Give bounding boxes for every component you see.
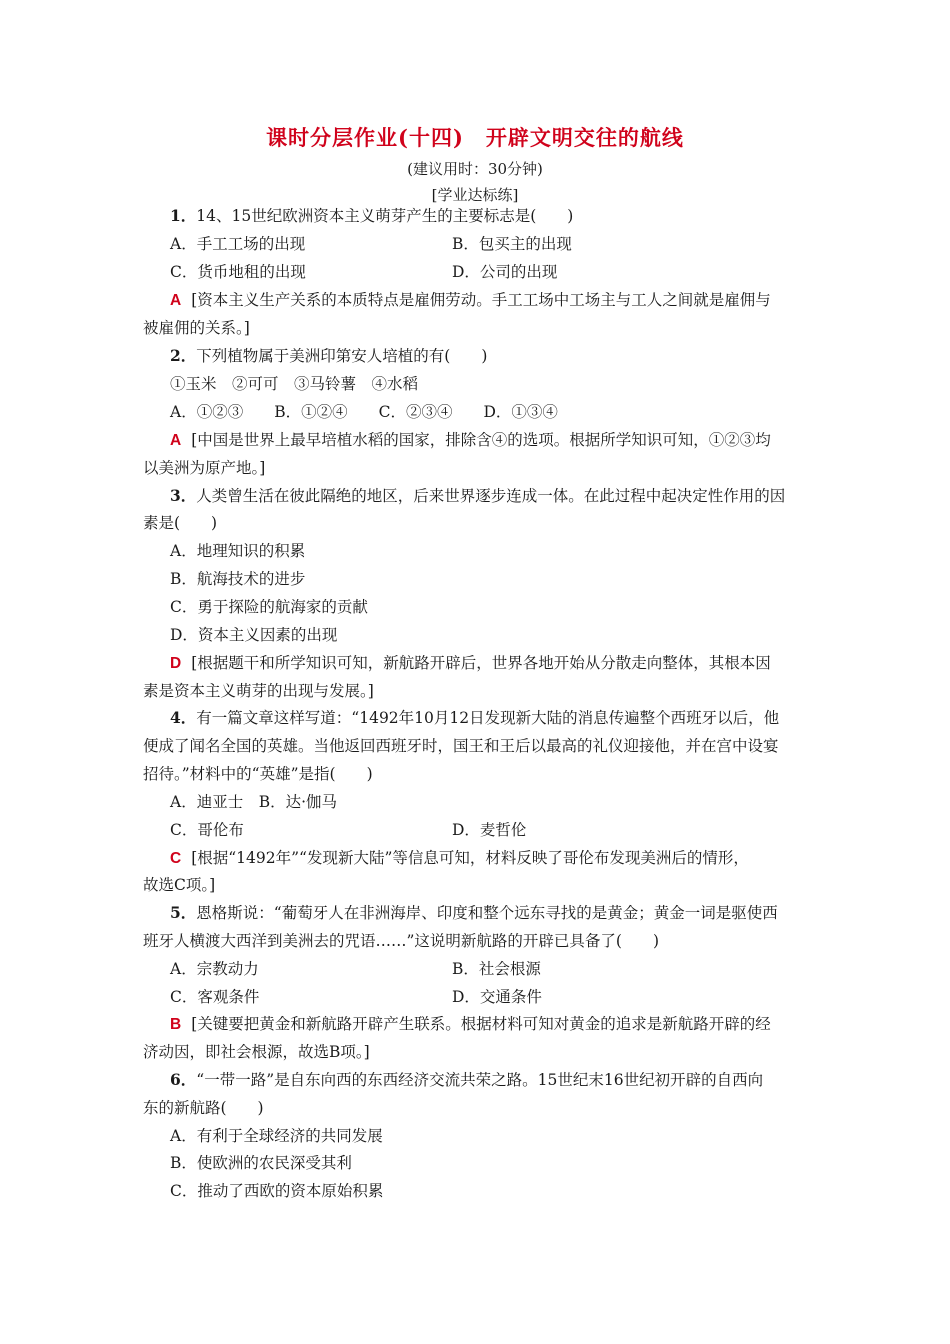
explanation-text: [中国是世界上最早培植水稻的国家，排除含④的选项。根据所学知识可知，①②③均 <box>191 431 771 449</box>
page-title: 课时分层作业(十四) 开辟文明交往的航线 <box>266 125 684 150</box>
question-text: 东的新航路( ) <box>143 1099 264 1117</box>
question-1-stem <box>170 206 573 226</box>
option-row: A．迪亚士 B．达·伽马 <box>170 793 338 811</box>
section-heading: [学业达标练] <box>431 186 519 204</box>
explanation-text: [关键要把黄金和新航路开辟产生联系。根据材料可知对黄金的追求是新航路开辟的经 <box>191 1015 771 1033</box>
question-text: 素是( ) <box>143 514 218 532</box>
explanation-text: 素是资本主义萌芽的出现与发展。] <box>143 682 374 700</box>
question-items: ①玉米 ②可可 ③马铃薯 ④水稻 <box>170 375 419 393</box>
answer-letter: C <box>170 850 182 867</box>
option: D．资本主义因素的出现 <box>170 626 338 644</box>
option: A．手工工场的出现 <box>170 235 306 253</box>
option: D．交通条件 <box>452 988 542 1006</box>
suggested-time: (建议用时：30分钟) <box>407 160 543 178</box>
question-text: 14、15世纪欧洲资本主义萌芽产生的主要标志是( ) <box>196 207 574 225</box>
question-number: 4． <box>170 708 197 727</box>
question-number: 2． <box>170 346 197 365</box>
question-text: 班牙人横渡大西洋到美洲去的咒语……”这说明新航路的开辟已具备了( ) <box>143 932 660 950</box>
answer-explanation <box>170 848 749 869</box>
question-text: 人类曾生活在彼此隔绝的地区，后来世界逐步连成一体。在此过程中起决定性作用的因 <box>196 487 786 505</box>
question-text: 招待。”材料中的“英雄”是指( ) <box>143 765 373 783</box>
question-2-stem <box>170 346 487 366</box>
explanation-text: [根据“1492年”“发现新大陆”等信息可知，材料反映了哥伦布发现美洲后的情形， <box>191 849 749 867</box>
answer-letter: A <box>170 292 182 309</box>
question-5-stem <box>170 903 778 923</box>
answer-explanation <box>170 1014 771 1035</box>
question-number: 5． <box>170 903 197 922</box>
question-text: 恩格斯说：“葡萄牙人在非洲海岸、印度和整个远东寻找的是黄金；黄金一词是驱使西 <box>196 904 778 922</box>
question-text: “一带一路”是自东向西的东西经济交流共荣之路。15世纪末16世纪初开辟的自西向 <box>196 1071 764 1089</box>
question-text: 有一篇文章这样写道：“1492年10月12日发现新大陆的消息传遍整个西班牙以后，他 <box>196 709 780 727</box>
explanation-text: 被雇佣的关系。] <box>143 319 250 337</box>
question-number: 6． <box>170 1070 197 1089</box>
explanation-text: [根据题干和所学知识可知，新航路开辟后，世界各地开始从分散走向整体，其根本因 <box>191 654 771 672</box>
answer-letter: B <box>170 1016 182 1033</box>
question-text: 便成了闻名全国的英雄。当他返回西班牙时，国王和王后以最高的礼仪迎接他，并在宫中设宴 <box>143 737 779 755</box>
explanation-text: 济动因，即社会根源，故选B项。] <box>143 1043 370 1061</box>
question-number: 1． <box>170 206 197 225</box>
question-number: 3． <box>170 486 197 505</box>
option: B．航海技术的进步 <box>170 570 306 588</box>
option: A．宗教动力 <box>170 960 259 978</box>
question-4-stem <box>170 708 779 728</box>
question-6-stem <box>170 1070 763 1090</box>
option: D．麦哲伦 <box>452 821 527 839</box>
option: A．有利于全球经济的共同发展 <box>170 1127 383 1145</box>
option: B．使欧洲的农民深受其利 <box>170 1154 352 1172</box>
option: C．勇于探险的航海家的贡献 <box>170 598 368 616</box>
option: B．包买主的出现 <box>452 235 572 253</box>
question-3-stem <box>170 486 785 506</box>
answer-explanation <box>170 430 771 451</box>
option: B．社会根源 <box>452 960 541 978</box>
option-row: A．①②③ B．①②④ C．②③④ D．①③④ <box>170 403 558 421</box>
question-text: 下列植物属于美洲印第安人培植的有( ) <box>196 347 488 365</box>
option: D．公司的出现 <box>452 263 558 281</box>
explanation-text: 故选C项。] <box>143 876 216 894</box>
option: C．客观条件 <box>170 988 260 1006</box>
option: C．推动了西欧的资本原始积累 <box>170 1182 384 1200</box>
answer-letter: D <box>170 655 182 672</box>
explanation-text: 以美洲为原产地。] <box>143 459 266 477</box>
option: C．货币地租的出现 <box>170 263 306 281</box>
option: A．地理知识的积累 <box>170 542 306 560</box>
explanation-text: [资本主义生产关系的本质特点是雇佣劳动。手工工场中工场主与工人之间就是雇佣与 <box>191 291 771 309</box>
option: C．哥伦布 <box>170 821 244 839</box>
answer-explanation <box>170 653 771 674</box>
answer-letter: A <box>170 432 182 449</box>
answer-explanation <box>170 290 771 311</box>
